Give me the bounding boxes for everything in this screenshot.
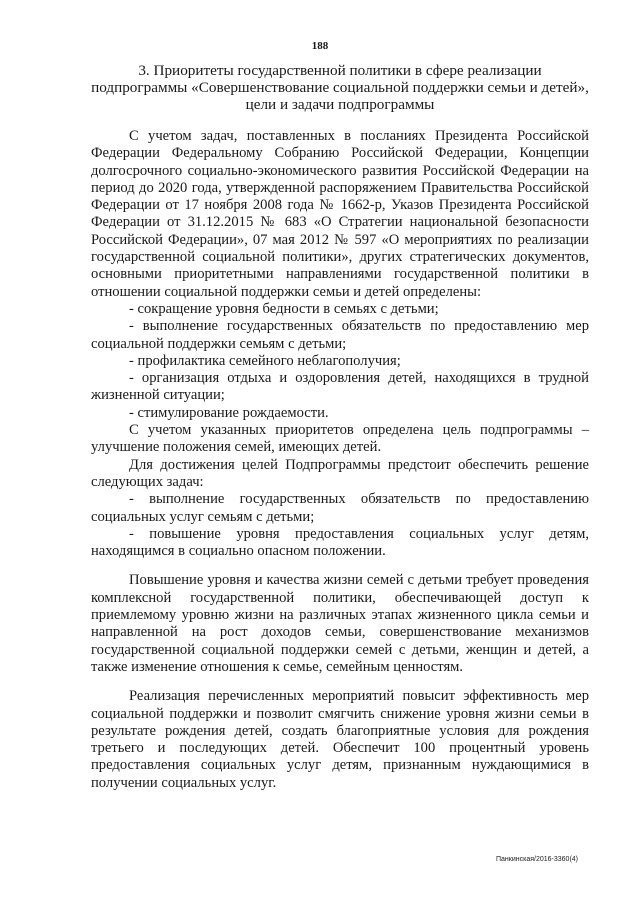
section-heading: 3. Приоритеты государственной политики в сфере реализации подпрограммы «Совершенствование социальной поддержки семьи и детей», цели и задачи подпрограммы	[91, 62, 589, 113]
list-item: - повышение уровня предоставления социальных услуг детям, находящимся в социально опасном положении.	[91, 525, 589, 560]
list-item: - выполнение государственных обязательств по предоставлению социальных услуг семьям с детьми;	[91, 491, 589, 525]
list-item: - организация отдыха и оздоровления детей, находящихся в трудной жизненной ситуации;	[91, 370, 589, 404]
footer-document-id: Панкинская/2016-3360(4)	[496, 856, 579, 863]
paragraph-goal: С учетом указанных приоритетов определена цель подпрограммы – улучшение положения семей, имеющих детей.	[91, 422, 589, 456]
list-item: - стимулирование рождаемости.	[129, 404, 329, 421]
list-item: - профилактика семейного неблагополучия;	[129, 352, 401, 369]
paragraph-implementation: Реализация перечисленных мероприятий повысит эффективность мер социальной поддержки и позволит смягчить снижение уровня жизни семьи в результате рождения детей, создать благоприятные условия для рождения третьего и последующих детей. Обеспечит 100 процентный уровень предоставления социальных услуг детям, признанным нуждающимися в получении социальных услуг.	[91, 688, 589, 791]
body-text	[91, 128, 589, 792]
list-item: - выполнение государственных обязательств по предоставлению мер социальной поддержки семьям с детьми;	[91, 318, 589, 352]
paragraph-quality-of-life: Повышение уровня и качества жизни семей с детьми требует проведения комплексной государственной политики, обеспечивающей доступ к приемлемому уровню жизни на различных этапах жизненного цикла семьи и направленной на рост доходов семьи, совершенствование механизмов государственной социальной поддержки семей с детьми, женщин и детей, а также изменение отношения к семье, семейным ценностям.	[91, 572, 589, 675]
paragraph-intro: С учетом задач, поставленных в посланиях Президента Российской Федерации Федеральному Собранию Российской Федерации, Концепции долгосрочного социально-экономического развития Российской Федерации на период до 2020 года, утвержденной распоряжением Правительства Российской Федерации от 17 ноября 2008 года № 1662-р, Указов Президента Российской Федерации от 31.12.2015 № 683 «О Стратегии национальной безопасности Российской Федерации», 07 мая 2012 № 597 «О мероприятиях по реализации государственной социальной политики», других стратегических документов, основными приоритетными направлениями государственной политики в отношении социальной поддержки семьи и детей определены:	[91, 128, 589, 300]
list-item: - сокращение уровня бедности в семьях с детьми;	[129, 300, 439, 317]
page-number: 188	[311, 40, 329, 52]
paragraph-tasks: Для достижения целей Подпрограммы предстоит обеспечить решение следующих задач:	[91, 456, 589, 490]
